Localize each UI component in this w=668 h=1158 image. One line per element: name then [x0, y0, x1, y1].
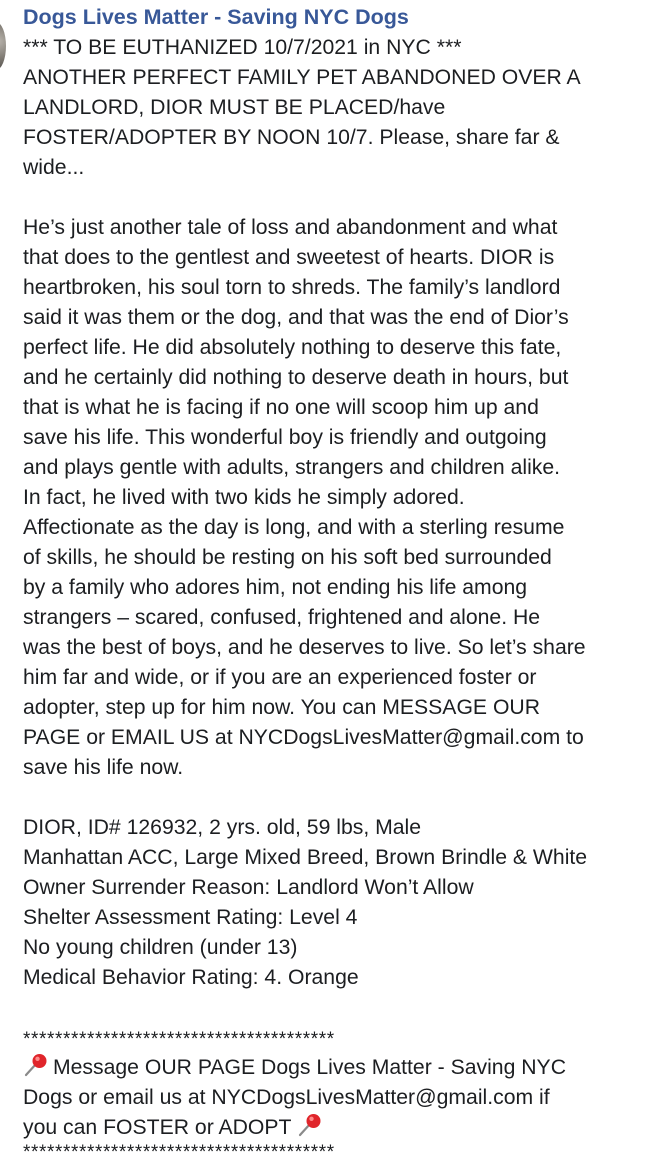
- story-line: that is what he is facing if no one will scoop him up and: [23, 396, 539, 419]
- story-line: said it was them or the dog, and that was the end of Dior’s: [23, 306, 569, 329]
- paragraph-gap: [23, 783, 663, 813]
- story-line: that does to the gentlest and sweetest of hearts. DIOR is: [23, 246, 555, 269]
- details-line: No young children (under 13): [23, 936, 298, 959]
- post: [23, 3, 663, 1155]
- intro-line: wide...: [23, 156, 85, 179]
- story-line: and he certainly did nothing to deserve death in hours, but: [23, 366, 569, 389]
- cta-text: you can FOSTER or ADOPT: [23, 1116, 292, 1139]
- star-divider: ***************************************: [23, 1143, 335, 1155]
- story-line: PAGE or EMAIL US at NYCDogsLivesMatter@gmail.com to: [23, 726, 584, 749]
- details-line: Shelter Assessment Rating: Level 4: [23, 906, 358, 929]
- details-line: Manhattan ACC, Large Mixed Breed, Brown Brindle & White: [23, 846, 588, 869]
- intro-line: LANDLORD, DIOR MUST BE PLACED/have: [23, 96, 446, 119]
- round-pushpin-icon: [23, 1053, 49, 1077]
- story-line: save his life now.: [23, 756, 184, 779]
- intro-line: *** TO BE EUTHANIZED 10/7/2021 in NYC ***: [23, 36, 462, 59]
- page-avatar[interactable]: [0, 22, 6, 70]
- story-line: by a family who adores him, not ending his life among: [23, 576, 528, 599]
- paragraph-gap: [23, 183, 663, 213]
- story-line: him far and wide, or if you are an experienced foster or: [23, 666, 537, 689]
- story-line: In fact, he lived with two kids he simply adored.: [23, 486, 465, 509]
- story-line: adopter, step up for him now. You can MESSAGE OUR: [23, 696, 541, 719]
- story-line: save his life. This wonderful boy is friendly and outgoing: [23, 426, 547, 449]
- story-line: Affectionate as the day is long, and with a sterling resume: [23, 516, 565, 539]
- story-line: He’s just another tale of loss and abandonment and what: [23, 216, 558, 239]
- round-pushpin-icon: [297, 1113, 323, 1137]
- details-line: DIOR, ID# 126932, 2 yrs. old, 59 lbs, Male: [23, 816, 422, 839]
- story-line: heartbroken, his soul torn to shreds. The family’s landlord: [23, 276, 561, 299]
- cta-line: [23, 1053, 663, 1083]
- cta-line: Dogs or email us at NYCDogsLivesMatter@gmail.com if: [23, 1086, 550, 1109]
- page-name-link[interactable]: Dogs Lives Matter - Saving NYC Dogs: [23, 5, 409, 29]
- intro-line: FOSTER/ADOPTER BY NOON 10/7. Please, share far &: [23, 126, 560, 149]
- story-line: and plays gentle with adults, strangers and children alike.: [23, 456, 561, 479]
- post-body: [23, 33, 663, 1155]
- details-line: Medical Behavior Rating: 4. Orange: [23, 966, 359, 989]
- story-line: perfect life. He did absolutely nothing to deserve this fate,: [23, 336, 562, 359]
- story-line: strangers – scared, confused, frightened and alone. He: [23, 606, 541, 629]
- story-line: of skills, he should be resting on his soft bed surrounded: [23, 546, 552, 569]
- details-line: Owner Surrender Reason: Landlord Won’t Allow: [23, 876, 474, 899]
- star-divider: ***************************************: [23, 1029, 335, 1050]
- cta-text: Message OUR PAGE Dogs Lives Matter - Saving NYC: [53, 1056, 566, 1079]
- cta-line: [23, 1113, 663, 1143]
- intro-line: ANOTHER PERFECT FAMILY PET ABANDONED OVER A: [23, 66, 581, 89]
- story-line: was the best of boys, and he deserves to live. So let’s share: [23, 636, 586, 659]
- paragraph-gap: [23, 993, 663, 1023]
